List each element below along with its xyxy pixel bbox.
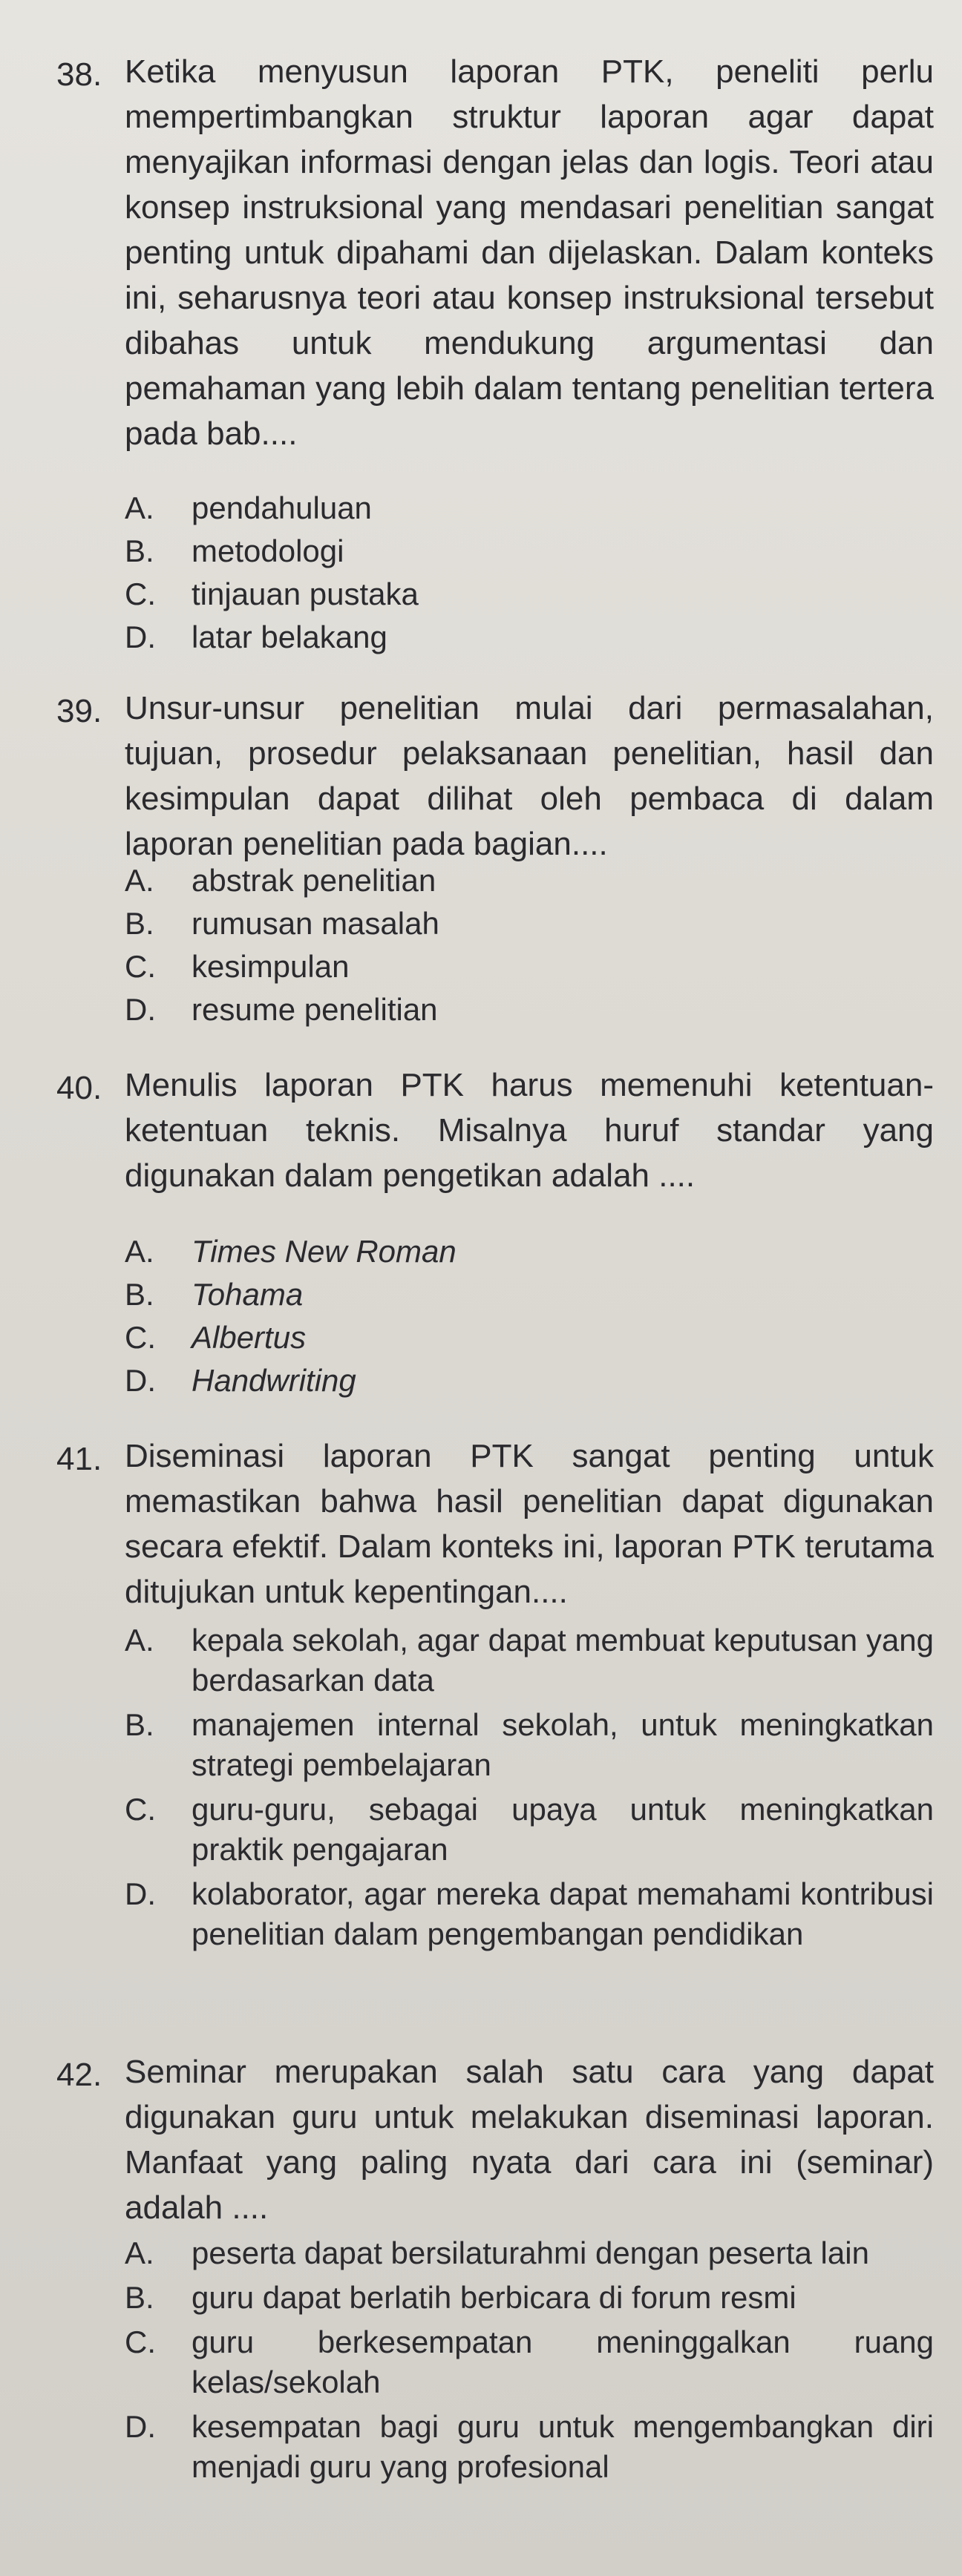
option-c[interactable] — [125, 947, 934, 987]
option-b[interactable] — [125, 1275, 934, 1315]
question-text: Seminar merupakan salah satu cara yang dapat digunakan guru untuk melakukan diseminasi laporan. Manfaat yang paling nyata dari cara ini (seminar) adalah .... — [125, 2054, 934, 2226]
option-letter: C. — [125, 576, 156, 611]
options-list — [125, 861, 934, 1030]
option-b[interactable] — [125, 531, 934, 571]
option-d[interactable] — [125, 2407, 934, 2487]
option-letter: A. — [125, 1623, 154, 1657]
options-list — [125, 1620, 934, 1954]
option-text: tinjauan pustaka — [192, 576, 419, 611]
options-list — [125, 488, 934, 657]
option-letter: A. — [125, 490, 154, 525]
option-letter: D. — [125, 992, 156, 1027]
option-text: kolaborator, agar mereka dapat memahami kontribusi penelitian dalam pengembangan pendidikan — [192, 1876, 934, 1951]
option-text: Albertus — [192, 1320, 307, 1355]
option-a[interactable] — [125, 861, 934, 901]
option-letter: A. — [125, 1234, 154, 1269]
option-text: latar belakang — [192, 620, 387, 654]
option-a[interactable] — [125, 1620, 934, 1701]
option-text: kepala sekolah, agar dapat membuat keputusan yang berdasarkan data — [192, 1623, 934, 1698]
option-letter: D. — [125, 2409, 156, 2444]
option-d[interactable] — [125, 990, 934, 1030]
option-text: Handwriting — [192, 1363, 356, 1398]
option-text: kesempatan bagi guru untuk mengembangkan diri menjadi guru yang profesional — [192, 2409, 934, 2484]
question-number: 40. — [56, 1070, 102, 1106]
option-letter: C. — [125, 949, 156, 984]
option-text: Tohama — [192, 1277, 304, 1312]
option-text: pendahuluan — [192, 490, 372, 525]
option-b[interactable] — [125, 1705, 934, 1785]
option-letter: C. — [125, 2324, 156, 2359]
option-text: resume penelitian — [192, 992, 438, 1027]
question-number: 38. — [56, 56, 102, 93]
option-text: guru berkesempatan meninggalkan ruang kelas/sekolah — [192, 2324, 934, 2399]
option-text: manajemen internal sekolah, untuk meningkatkan strategi pembelajaran — [192, 1707, 934, 1782]
option-letter: B. — [125, 906, 154, 941]
option-letter: B. — [125, 1277, 154, 1312]
option-c[interactable] — [125, 1318, 934, 1358]
option-d[interactable] — [125, 1361, 934, 1401]
option-letter: A. — [125, 863, 154, 898]
options-list — [125, 2233, 934, 2487]
option-letter: B. — [125, 533, 154, 568]
option-letter: B. — [125, 1707, 154, 1742]
option-c[interactable] — [125, 574, 934, 614]
option-c[interactable] — [125, 2322, 934, 2402]
question-text: Diseminasi laporan PTK sangat penting untuk memastikan bahwa hasil penelitian dapat digunakan secara efektif. Dalam konteks ini, laporan PTK terutama ditujukan untuk kepentingan.... — [125, 1438, 934, 1610]
option-d[interactable] — [125, 1874, 934, 1954]
option-letter: D. — [125, 620, 156, 654]
option-c[interactable] — [125, 1790, 934, 1870]
question-text: Ketika menyusun laporan PTK, peneliti perlu mempertimbangkan struktur laporan agar dapat menyajikan informasi dengan jelas dan logis. Teori atau konsep instruksional yang mendasari penelitian sangat penting untuk dipahami dan dijelaskan. Dalam konteks ini, seharusnya teori atau konsep instruksional tersebut dibahas untuk mendukung argumentasi dan pemahaman yang lebih dalam tentang penelitian tertera pada bab.... — [125, 53, 934, 452]
option-text: abstrak penelitian — [192, 863, 436, 898]
option-letter: C. — [125, 1320, 156, 1355]
option-letter: D. — [125, 1363, 156, 1398]
option-d[interactable] — [125, 617, 934, 657]
option-text: peserta dapat bersilaturahmi dengan peserta lain — [192, 2235, 869, 2270]
question-number: 39. — [56, 693, 102, 729]
option-text: guru-guru, sebagai upaya untuk meningkatkan praktik pengajaran — [192, 1792, 934, 1867]
option-a[interactable] — [125, 1232, 934, 1272]
option-letter: B. — [125, 2280, 154, 2315]
option-text: kesimpulan — [192, 949, 350, 984]
option-text: metodologi — [192, 533, 344, 568]
option-a[interactable] — [125, 2233, 934, 2273]
options-list — [125, 1232, 934, 1401]
question-number: 42. — [56, 2057, 102, 2093]
option-a[interactable] — [125, 488, 934, 528]
option-b[interactable] — [125, 2278, 934, 2318]
option-letter: D. — [125, 1876, 156, 1911]
option-text: Times New Roman — [192, 1234, 457, 1269]
option-b[interactable] — [125, 904, 934, 944]
question-text: Menulis laporan PTK harus memenuhi ketentuan-ketentuan teknis. Misalnya huruf standar yang digunakan dalam pengetikan adalah .... — [125, 1067, 934, 1194]
question-number: 41. — [56, 1441, 102, 1477]
question-text: Unsur-unsur penelitian mulai dari permasalahan, tujuan, prosedur pelaksanaan penelitian, hasil dan kesimpulan dapat dilihat oleh pembaca di dalam laporan penelitian pada bagian.... — [125, 690, 934, 862]
option-text: rumusan masalah — [192, 906, 439, 941]
option-letter: C. — [125, 1792, 156, 1827]
option-letter: A. — [125, 2235, 154, 2270]
option-text: guru dapat berlatih berbicara di forum resmi — [192, 2280, 796, 2315]
